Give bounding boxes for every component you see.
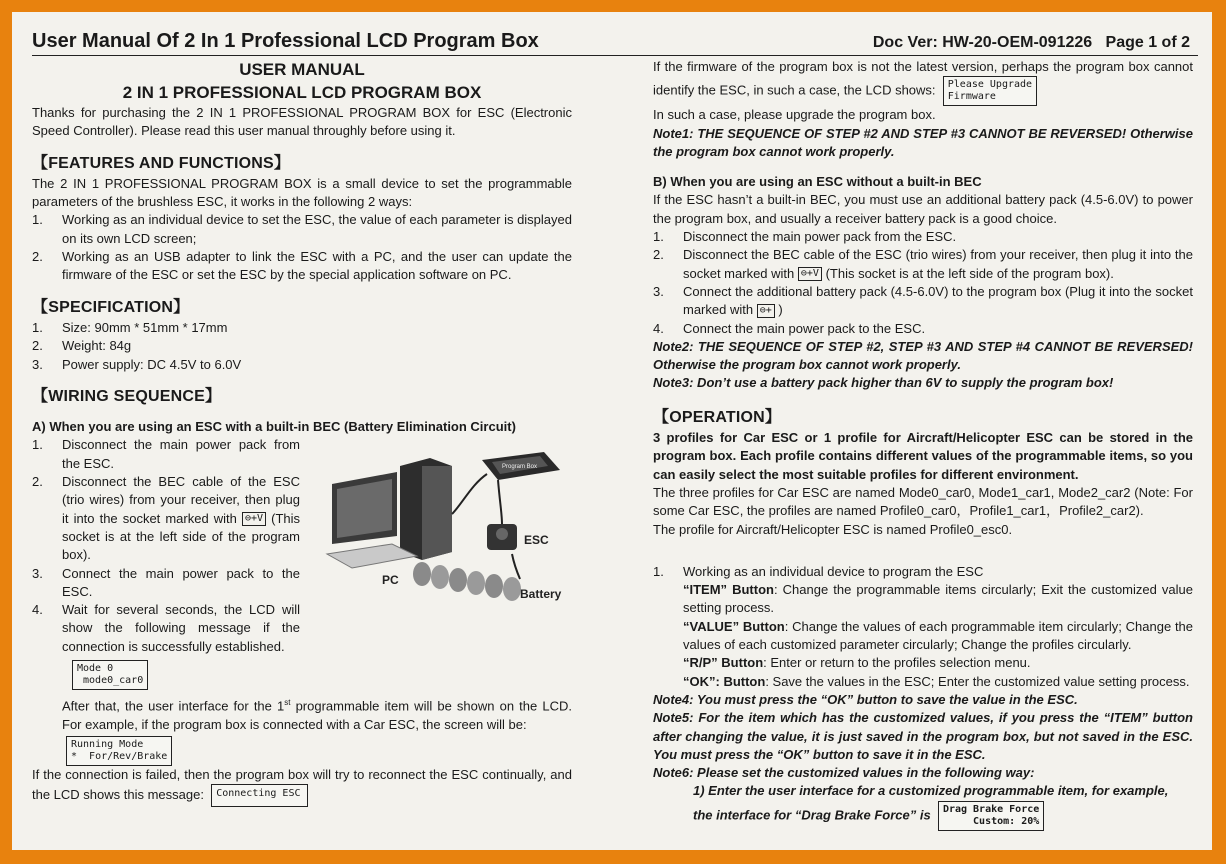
lcd-upgrade-firmware: Please Upgrade Firmware bbox=[943, 76, 1037, 106]
left-column bbox=[32, 58, 572, 807]
socket-symbol: ⊖+V bbox=[798, 267, 822, 281]
list-item: 2. Weight: 84g bbox=[32, 338, 132, 354]
value-button-desc: “VALUE” Button: Change the values of each programmable item circularly; Change the values of each customized parameter circularly; Change the profiles circularly. bbox=[683, 618, 1194, 653]
battery-label: Battery bbox=[520, 587, 562, 602]
rp-button-desc: “R/P” Button: Enter or return to the profiles selection menu. bbox=[683, 655, 1031, 671]
lcd-drag-brake: Drag Brake Force Custom: 20% bbox=[938, 801, 1044, 831]
list-item: 1. Working as an individual device to set the ESC, the value of each parameter is displayed on its own LCD screen; bbox=[32, 212, 572, 246]
manual-title: User Manual Of 2 In 1 Professional LCD Program Box bbox=[32, 30, 539, 52]
note3: Note3: Don’t use a battery pack higher than 6V to supply the program box! bbox=[653, 375, 1114, 391]
list-item: 2. Working as an USB adapter to link the ESC with a PC, and the user can update the firmware of the ESC or set the ESC by the special application software on PC. bbox=[32, 249, 572, 283]
note5: Note5: For the item which has the customized values, if you press the “ITEM” button after changing the value, it is just saved in the program box, but not saved in the ESC. You must press the “OK” button to save it in the ESC. bbox=[653, 710, 1193, 762]
connection-failed-text: If the connection is failed, then the program box will try to reconnect the ESC continually, and the LCD shows this message: Connecting ESC bbox=[32, 766, 572, 807]
item-button-desc: “ITEM” Button: Change the programmable items circularly; Exit the customized value setting process. bbox=[683, 582, 1193, 616]
note4: Note4: You must press the “OK” button to save the value in the ESC. bbox=[653, 691, 1078, 707]
battery-pack bbox=[413, 562, 521, 601]
header-divider bbox=[32, 55, 1198, 56]
pc-screen bbox=[337, 479, 392, 538]
heading-user-manual: USER MANUAL bbox=[239, 60, 365, 79]
wiring-steps-b bbox=[653, 228, 1193, 338]
wiring-subheading-b: B) When you are using an ESC without a built-in BEC bbox=[653, 174, 982, 190]
custom-step-1-cont: the interface for “Drag Brake Force” is Drag Brake Force Custom: 20% bbox=[653, 801, 1193, 831]
note1: Note1: THE SEQUENCE OF STEP #2 AND STEP #3 CANNOT BE REVERSED! Otherwise the program box cannot work properly. bbox=[653, 125, 1193, 159]
features-text: The 2 IN 1 PROFESSIONAL PROGRAM BOX is a small device to set the programmable parameters of the brushless ESC, it works in the following 2 ways: bbox=[32, 175, 572, 210]
operation-aircraft-profile: The profile for Aircraft/Helicopter ESC is named Profile0_esc0. bbox=[653, 521, 1013, 537]
list-item: 3. Connect the main power pack to the ESC. bbox=[32, 565, 300, 599]
ok-button-desc: “OK”: Button: Save the values in the ESC; Enter the customized value setting process. bbox=[683, 673, 1190, 689]
program-box-screen-label: Program Box bbox=[502, 464, 538, 471]
heading-product: 2 IN 1 PROFESSIONAL LCD PROGRAM BOX bbox=[122, 83, 482, 102]
document-page bbox=[12, 12, 1212, 850]
list-item: 1. Working as an individual device to program the ESC bbox=[653, 563, 984, 579]
list-item: 2. Disconnect the BEC cable of the ESC (trio wires) from your receiver, then plug it into the socket marked with ⊖+V (This socket is at the left side of the program box). bbox=[653, 247, 1193, 281]
list-item: 2. Disconnect the BEC cable of the ESC (trio wires) from your receiver, then plug it into the socket marked with ⊖+V (This socket is at the left side of the program box). bbox=[32, 474, 300, 563]
list-item: 4. Connect the main power pack to the ESC. bbox=[653, 320, 926, 336]
right-column bbox=[653, 58, 1193, 831]
list-item: 1. Disconnect the main power pack from the ESC. bbox=[653, 229, 957, 245]
list-item: 4. Wait for several seconds, the LCD will show the following message if the connection is successfully established. bbox=[32, 602, 300, 654]
list-item: 3. Power supply: DC 4.5V to 6.0V bbox=[32, 356, 242, 372]
esc-label: ESC bbox=[524, 533, 549, 548]
operation-car-profiles: The three profiles for Car ESC are named Mode0_car0, Mode1_car1, Mode2_car2 (Note: For some Car ESC, the profiles are named Profile0_car0，Profile1_car1，Profile2_car2). bbox=[653, 484, 1193, 519]
lcd-mode-message: Mode 0 mode0_car0 bbox=[72, 660, 148, 690]
section-spec-title: 【SPECIFICATION】 bbox=[32, 298, 190, 316]
page-header bbox=[12, 12, 1212, 54]
list-item: 1. Disconnect the main power pack from the ESC. bbox=[32, 437, 300, 471]
socket-symbol: ⊖+ bbox=[757, 304, 775, 318]
section-operation-title: 【OPERATION】 bbox=[653, 408, 782, 426]
no-bec-text: If the ESC hasn’t a built-in BEC, you must use an additional battery pack (4.5-6.0V) to power the program box, and usually a receiver battery pack is a good choice. bbox=[653, 192, 1193, 226]
section-wiring-title: 【WIRING SEQUENCE】 bbox=[32, 387, 222, 405]
list-item: 1. Size: 90mm * 51mm * 17mm bbox=[32, 319, 228, 335]
button-descriptions bbox=[653, 581, 1193, 691]
wiring-illustration bbox=[322, 444, 582, 604]
custom-step-1: 1) Enter the user interface for a customized programmable item, for example, bbox=[693, 783, 1169, 799]
page-number: Page 1 of 2 bbox=[1105, 34, 1190, 51]
list-item: 3. Connect the additional battery pack (4.5-6.0V) to the program box (Plug it into the socket marked with ⊖+ ) bbox=[653, 283, 1193, 318]
wiring-steps-a bbox=[32, 436, 572, 656]
after-connection-text: After that, the user interface for the 1st programmable item will be shown on the LCD. For example, if the program box is connected with a Car ESC, the screen will be: bbox=[62, 698, 572, 732]
lcd-running-mode: Running Mode * For/Rev/Brake bbox=[66, 736, 172, 766]
note6: Note6: Please set the customized values in the following way: bbox=[653, 765, 1035, 781]
section-features-title: 【FEATURES AND FUNCTIONS】 bbox=[32, 154, 291, 172]
firmware-upgrade-text: In such a case, please upgrade the program box. bbox=[653, 107, 936, 123]
features-list bbox=[32, 211, 572, 284]
socket-symbol: ⊖+V bbox=[242, 512, 266, 526]
operation-intro: 3 profiles for Car ESC or 1 profile for Aircraft/Helicopter ESC can be stored in the program box. Each profile contains different values of the programmable items, so you can easily select the most suitable profiles for different environment. bbox=[653, 430, 1193, 482]
wiring-subheading-a: A) When you are using an ESC with a built-in BEC (Battery Elimination Circuit) bbox=[32, 419, 516, 435]
intro-paragraph: Thanks for purchasing the 2 IN 1 PROFESSIONAL PROGRAM BOX for ESC (Electronic Speed Controller). Please read this user manual throughly before using it. bbox=[32, 105, 572, 139]
spec-list bbox=[32, 319, 572, 374]
doc-version-page bbox=[873, 34, 1190, 52]
doc-version: Doc Ver: HW-20-OEM-091226 bbox=[872, 34, 1093, 51]
note2: Note2: THE SEQUENCE OF STEP #2, STEP #3 AND STEP #4 CANNOT BE REVERSED! Otherwise the program box cannot work properly. bbox=[653, 338, 1193, 373]
operation-list bbox=[653, 563, 1193, 581]
pc-label: PC bbox=[382, 573, 399, 588]
lcd-connecting-esc: Connecting ESC bbox=[211, 784, 307, 807]
firmware-text: If the firmware of the program box is not the latest version, perhaps the program box cannot identify the ESC, in such a case, the LCD shows: Please Upgrade Firmware bbox=[653, 58, 1193, 106]
